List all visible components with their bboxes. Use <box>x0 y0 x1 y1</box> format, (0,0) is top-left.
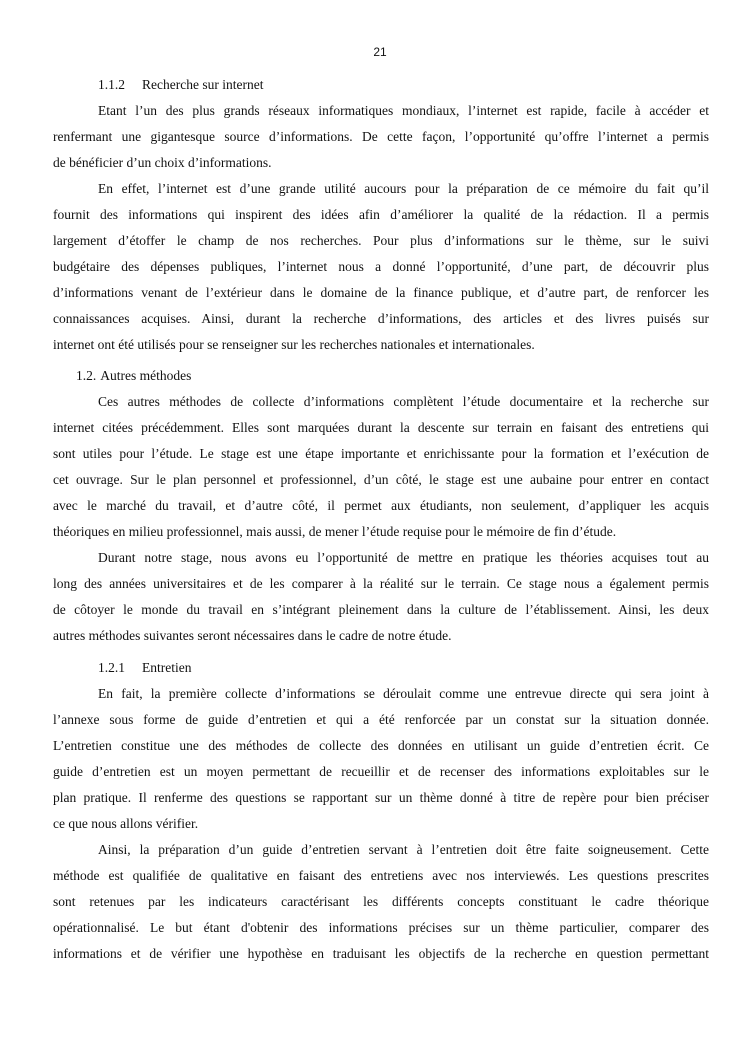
section-number: 1.2. <box>76 368 97 383</box>
text-line: informations et de vérifier une hypothèse en traduisant les objectifs de la recherche en question permettant <box>53 946 709 961</box>
section-heading <box>53 72 709 98</box>
paragraph <box>53 681 709 837</box>
text-line: de bénéficier d’un choix d’informations. <box>53 155 272 170</box>
paragraph <box>53 545 709 649</box>
text-line: théoriques en milieu professionnel, mais aussi, de mener l’étude requise pour le mémoire de fin d’étude. <box>53 524 617 539</box>
text-line: plan pratique. Il renferme des questions se rapportant sur un thème donné à titre de repère pour bien préciser <box>53 790 709 805</box>
text-line: opérationnalisé. Le but étant d'obtenir des informations précises sur un thème particulier, comparer des <box>53 920 709 935</box>
section-title: Autres méthodes <box>100 368 192 383</box>
text-line: ce que nous allons vérifier. <box>53 816 199 831</box>
text-line: sont utiles pour l’étude. Le stage est une étape importante et enrichissante pour la formation et l’exécution de <box>53 446 709 461</box>
paragraph <box>53 176 709 358</box>
text-line: budgétaire des dépenses publiques, l’internet nous a donné l’opportunité, d’une part, de découvrir plus <box>53 259 709 274</box>
text-line: Durant notre stage, nous avons eu l’opportunité de mettre en pratique les théories acquises tout au <box>98 550 709 565</box>
section-number: 1.2.1 <box>98 660 125 675</box>
paragraph <box>53 389 709 545</box>
text-line: fournit des informations qui inspirent des idées afin d’améliorer la qualité de la rédaction. Il a permis <box>53 207 709 222</box>
text-line: long des années universitaires et de les comparer à la réalité sur le terrain. Ce stage nous a également permis <box>53 576 709 591</box>
section-title: Recherche sur internet <box>142 77 264 92</box>
text-line: L’entretien constitue une des méthodes de collecte des données en utilisant un guide d’entretien écrit. Ce <box>53 738 709 753</box>
paragraph <box>53 98 709 176</box>
text-line: d’informations venant de l’extérieur dans le domaine de la finance publique, et d’autre part, de renforcer les <box>53 285 709 300</box>
text-line: En effet, l’internet est d’une grande utilité aucours pour la préparation de ce mémoire du fait qu’il <box>98 181 709 196</box>
text-line: méthode est qualifiée de qualitative en faisant des entretiens avec nos interviewés. Les questions prescrites <box>53 868 709 883</box>
text-line: largement d’étoffer le champ de nos recherches. Pour plus d’informations sur le thème, sur le suivi <box>53 233 709 248</box>
text-line: avec le marché du travail, et d’autre côté, il permet aux étudiants, non seulement, d’appliquer les acquis <box>53 498 709 513</box>
text-line: En fait, la première collecte d’informations se déroulait comme une entrevue directe qui sera joint à <box>98 686 709 701</box>
page-number: 21 <box>373 45 387 59</box>
text-line: autres méthodes suivantes seront nécessaires dans le cadre de notre étude. <box>53 628 452 643</box>
text-line: renfermant une gigantesque source d’informations. De cette façon, l’opportunité qu’offre l’internet a permis <box>53 129 709 144</box>
text-line: Etant l’un des plus grands réseaux informatiques mondiaux, l’internet est rapide, facile à accéder et <box>98 103 709 118</box>
text-line: cet ouvrage. Sur le plan personnel et professionnel, d’un côté, le stage est une aubaine pour entrer en contact <box>53 472 709 487</box>
text-line: internet citées précédemment. Elles sont marquées durant la descente sur terrain en faisant des entretiens qui <box>53 420 709 435</box>
text-line: Ainsi, la préparation d’un guide d’entretien servant à l’entretien doit être faite soigneusement. Cette <box>98 842 709 857</box>
text-line: Ces autres méthodes de collecte d’informations complètent l’étude documentaire et la recherche sur <box>98 394 709 409</box>
text-line: internet ont été utilisés pour se renseigner sur les recherches nationales et internationales. <box>53 337 535 352</box>
section-heading <box>53 363 709 389</box>
text-line: l’annexe sous forme de guide d’entretien et qui a été renforcée par un constat sur la situation donnée. <box>53 712 709 727</box>
document-body <box>53 72 709 967</box>
section-heading <box>53 655 709 681</box>
text-line: connaissances acquises. Ainsi, durant la recherche d’informations, des articles et des livres puisés sur <box>53 311 709 326</box>
section-number: 1.1.2 <box>98 77 125 92</box>
text-line: sont retenues par les indicateurs caractérisant les différents concepts constituant le cadre théorique <box>53 894 709 909</box>
text-line: de côtoyer le monde du travail en s’intégrant pleinement dans la culture de l’établissement. Ainsi, les deux <box>53 602 709 617</box>
paragraph <box>53 837 709 967</box>
section-title: Entretien <box>142 660 192 675</box>
text-line: guide d’entretien est un moyen permettant de recueillir et de recenser des informations exploitables sur le <box>53 764 709 779</box>
